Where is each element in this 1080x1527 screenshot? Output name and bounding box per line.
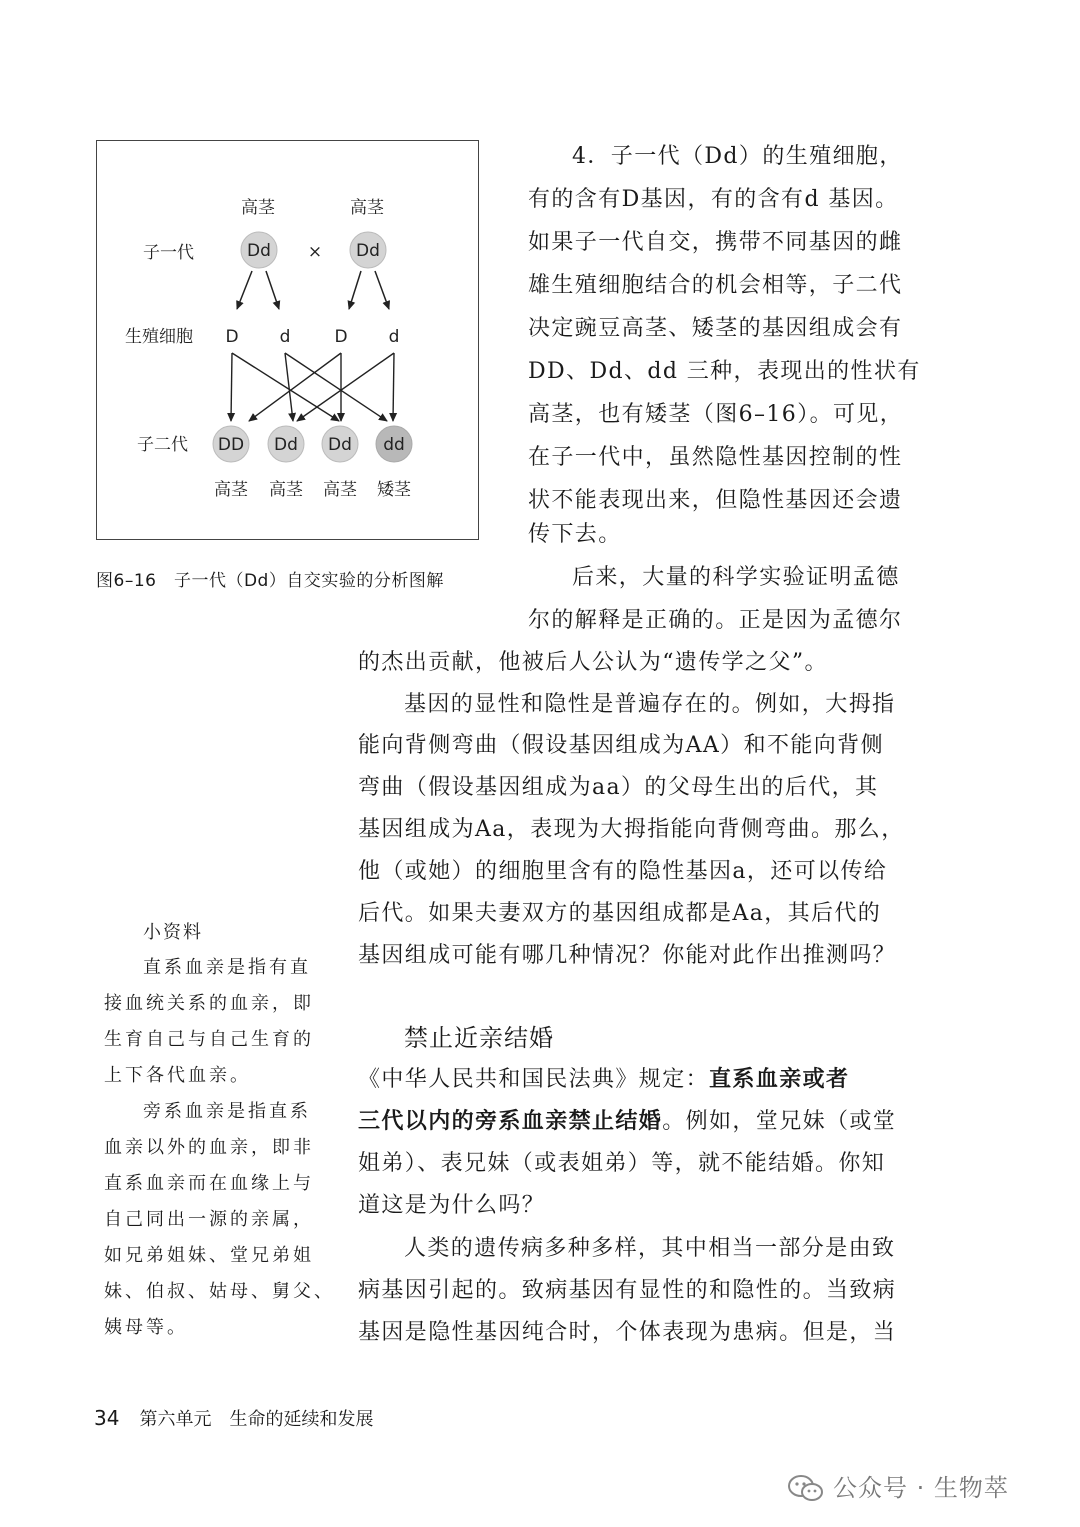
para4-line1-normal: 《中华人民共和国民法典》规定： bbox=[358, 1067, 710, 1092]
para1-line-2: 有的含有D基因，有的含有d 基因。 bbox=[528, 187, 899, 212]
side-note-line-1: 直系血亲是指有直 bbox=[143, 957, 311, 978]
gamete-arrows bbox=[231, 353, 394, 421]
para1-line-9: 状不能表现出来，但隐性基因还会遗 bbox=[528, 488, 903, 513]
para4-line-4: 道这是为什么吗？ bbox=[358, 1193, 546, 1218]
para4-line2-bold: 三代以内的旁系血亲禁止结婚 bbox=[358, 1108, 663, 1134]
arrow-f1-2-to-D bbox=[349, 271, 361, 309]
para1-line-7: 高茎，也有矮茎（图6–16）。可见， bbox=[528, 402, 904, 427]
section-heading: 禁止近亲结婚 bbox=[404, 1024, 554, 1052]
para4-line1-bold: 直系血亲或者 bbox=[709, 1066, 850, 1092]
arrow-f1-2-to-d bbox=[375, 271, 389, 309]
f1-genotype-2: Dd bbox=[356, 241, 380, 261]
gamete-2: d bbox=[279, 327, 291, 347]
para2-line-1: 后来，大量的科学实验证明孟德 bbox=[572, 565, 900, 590]
para1-line-8: 在子一代中，虽然隐性基因控制的性 bbox=[528, 445, 903, 470]
f1-genotype-1: Dd bbox=[247, 241, 271, 261]
parent-phenotype-1: 高茎 bbox=[241, 198, 275, 218]
watermark-text: 公众号 · 生物萃 bbox=[833, 1474, 1009, 1502]
arrow-f1-1-to-D bbox=[237, 271, 252, 309]
side-note-line-10: 妹、伯叔、姑母、舅父、 bbox=[104, 1281, 335, 1302]
side-note-line-2: 接血统关系的血亲，即 bbox=[104, 993, 314, 1014]
para3-line-1: 基因的显性和隐性是普遍存在的。例如，大拇指 bbox=[404, 692, 896, 717]
para1-line-6: DD、Dd、dd 三种，表现出的性状有 bbox=[528, 359, 921, 384]
side-note-line-6: 血亲以外的血亲，即非 bbox=[104, 1137, 314, 1158]
para5-line-2: 病基因引起的。致病基因有显性的和隐性的。当致病 bbox=[358, 1278, 897, 1303]
side-note-line-5: 旁系血亲是指直系 bbox=[143, 1101, 311, 1122]
para4-line-1 bbox=[358, 1058, 849, 1101]
f2-phenotype-1: 高茎 bbox=[214, 480, 248, 500]
para2-line-2: 尔的解释是正确的。正是因为孟德尔 bbox=[528, 608, 903, 633]
gamete-4: d bbox=[388, 327, 400, 347]
para3-line-2: 能向背侧弯曲（假设基因组成为AA）和不能向背侧 bbox=[358, 733, 884, 758]
page-footer bbox=[94, 1405, 373, 1431]
figure-caption: 图6–16 子一代（Dd）自交实验的分析图解 bbox=[96, 571, 444, 591]
row-label-f2: 子二代 bbox=[137, 435, 188, 455]
gamete-3: D bbox=[334, 327, 348, 347]
side-note-title: 小资料 bbox=[143, 922, 203, 943]
side-note-line-7: 直系血亲而在血缘上与 bbox=[104, 1173, 314, 1194]
side-note-line-8: 自己同出一源的亲属， bbox=[104, 1209, 314, 1230]
para5-line-1: 人类的遗传病多种多样，其中相当一部分是由致 bbox=[404, 1236, 896, 1261]
para4-line2-normal: 。例如，堂兄妹（或堂 bbox=[662, 1109, 897, 1134]
para3-line-7: 基因组成可能有哪几种情况？你能对此作出推测吗？ bbox=[358, 943, 897, 968]
cross-symbol: × bbox=[307, 242, 323, 262]
cross-diagram-svg bbox=[97, 141, 480, 541]
side-note-line-4: 上下各代血亲。 bbox=[104, 1065, 251, 1086]
side-note-line-3: 生育自己与自己生育的 bbox=[104, 1029, 314, 1050]
arrow-f1-1-to-d bbox=[266, 271, 279, 309]
row-label-f1: 子一代 bbox=[143, 243, 194, 263]
para1-line-1: 4．子一代（Dd）的生殖细胞， bbox=[572, 144, 903, 169]
para1-line-5: 决定豌豆高茎、矮茎的基因组成会有 bbox=[528, 316, 903, 341]
wechat-icon bbox=[787, 1474, 825, 1504]
unit-title: 第六单元 生命的延续和发展 bbox=[139, 1409, 374, 1430]
watermark bbox=[787, 1468, 1009, 1504]
f2-phenotype-4: 矮茎 bbox=[377, 480, 411, 500]
para3-line-4: 基因组成为Aa，表现为大拇指能向背侧弯曲。那么， bbox=[358, 817, 905, 842]
para1-line-3: 如果子一代自交，携带不同基因的雌 bbox=[528, 230, 903, 255]
f2-phenotype-3: 高茎 bbox=[323, 480, 357, 500]
genetics-diagram bbox=[96, 140, 479, 540]
para5-line-3: 基因是隐性基因纯合时，个体表现为患病。但是，当 bbox=[358, 1320, 897, 1345]
side-note-line-9: 如兄弟姐妹、堂兄弟姐 bbox=[104, 1245, 314, 1266]
page-number: 34 bbox=[94, 1406, 120, 1430]
para1-line-4: 雄生殖细胞结合的机会相等，子二代 bbox=[528, 273, 903, 298]
para4-line-2 bbox=[358, 1100, 896, 1143]
gamete-1: D bbox=[225, 327, 239, 347]
para3-line-3: 弯曲（假设基因组成为aa）的父母生出的后代，其 bbox=[358, 775, 879, 800]
para2-line-3: 的杰出贡献，他被后人公认为“遗传学之父”。 bbox=[358, 650, 828, 675]
f2-genotype-2: Dd bbox=[274, 435, 298, 455]
f2-genotype-4: dd bbox=[383, 435, 405, 455]
f2-genotype-1: DD bbox=[217, 435, 245, 455]
f2-genotype-3: Dd bbox=[328, 435, 352, 455]
para3-line-6: 后代。如果夫妻双方的基因组成都是Aa，其后代的 bbox=[358, 901, 882, 926]
para3-line-5: 他（或她）的细胞里含有的隐性基因a，还可以传给 bbox=[358, 859, 888, 884]
para1-line-10: 传下去。 bbox=[528, 522, 622, 547]
row-label-gametes: 生殖细胞 bbox=[125, 327, 193, 347]
parent-phenotype-2: 高茎 bbox=[350, 198, 384, 218]
para4-line-3: 姐弟）、表兄妹（或表姐弟）等，就不能结婚。你知 bbox=[358, 1151, 886, 1176]
side-note-line-11: 姨母等。 bbox=[104, 1317, 188, 1338]
f2-phenotype-2: 高茎 bbox=[269, 480, 303, 500]
